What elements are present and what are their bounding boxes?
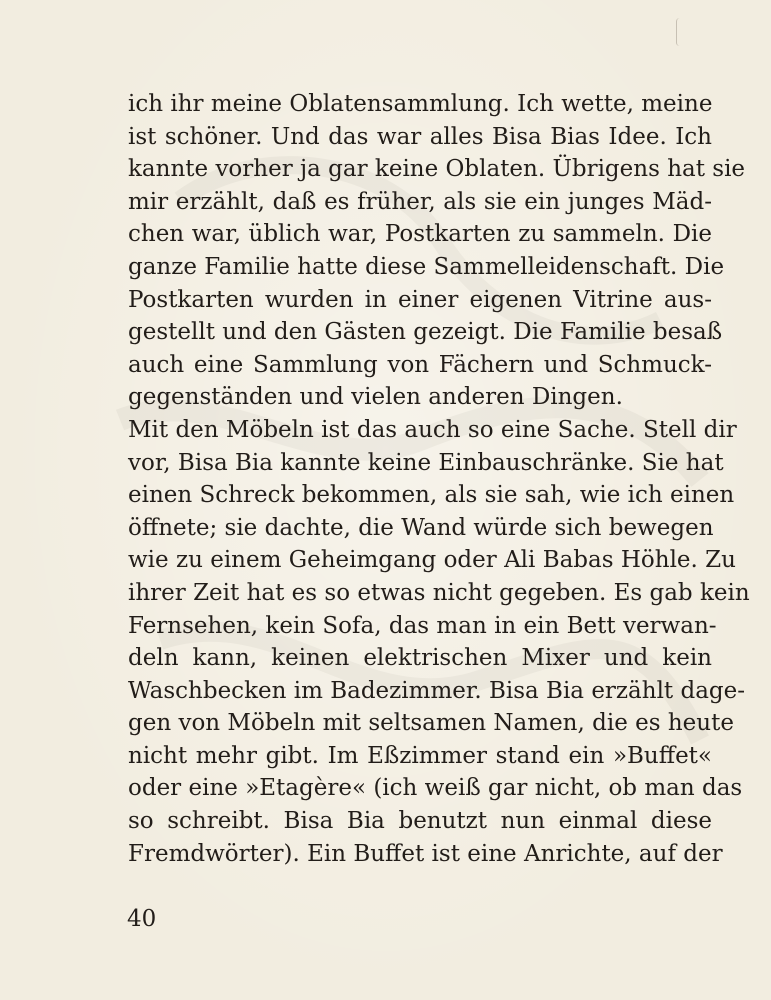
page-number: 40 — [127, 906, 157, 932]
text-line: gen von Möbeln mit seltsamen Namen, die es heute — [128, 710, 734, 737]
text-line: mir erzählt, daß es früher, als sie ein junges Mäd- — [128, 188, 712, 215]
text-line: gegenständen und vielen anderen Dingen. — [128, 384, 623, 411]
text-line: ihrer Zeit hat es so etwas nicht gegeben. Es gab kein — [128, 579, 750, 606]
text-line: einen Schreck bekommen, als sie sah, wie ich einen — [128, 482, 735, 509]
text-line: chen war, üblich war, Postkarten zu sammeln. Die — [128, 221, 712, 248]
text-line: auch eine Sammlung von Fächern und Schmuck- — [128, 351, 712, 378]
text-line: wie zu einem Geheimgang oder Ali Babas Höhle. Zu — [128, 547, 736, 574]
text-line: Mit den Möbeln ist das auch so eine Sache. Stell dir — [128, 416, 737, 443]
text-line: öffnete; sie dachte, die Wand würde sich bewegen — [128, 514, 714, 541]
text-line: Fremdwörter). Ein Buffet ist eine Anrichte, auf der — [128, 840, 723, 867]
text-line: oder eine »Etagère« (ich weiß gar nicht, ob man das — [128, 775, 743, 802]
page-edge-mark — [676, 18, 683, 46]
text-line: vor, Bisa Bia kannte keine Einbauschränke. Sie hat — [128, 449, 724, 476]
text-line: nicht mehr gibt. Im Eßzimmer stand ein »Buffet« — [128, 742, 712, 769]
text-line: Waschbecken im Badezimmer. Bisa Bia erzählt dage- — [128, 677, 746, 704]
text-line: deln kann, keinen elektrischen Mixer und kein — [128, 645, 712, 672]
text-line: kannte vorher ja gar keine Oblaten. Übrigens hat sie — [128, 156, 746, 183]
text-line: gestellt und den Gästen gezeigt. Die Familie besaß — [128, 319, 723, 346]
body-text — [128, 88, 750, 870]
text-line: ich ihr meine Oblatensammlung. Ich wette, meine — [128, 91, 713, 117]
text-line: Fernsehen, kein Sofa, das man in ein Bett verwan- — [128, 612, 717, 639]
text-line: Postkarten wurden in einer eigenen Vitrine aus- — [128, 286, 712, 313]
text-line: ist schöner. Und das war alles Bisa Bias Idee. Ich — [128, 123, 712, 150]
text-line: so schreibt. Bisa Bia benutzt nun einmal diese — [128, 808, 712, 835]
text-line: ganze Familie hatte diese Sammelleidenschaft. Die — [128, 253, 725, 280]
